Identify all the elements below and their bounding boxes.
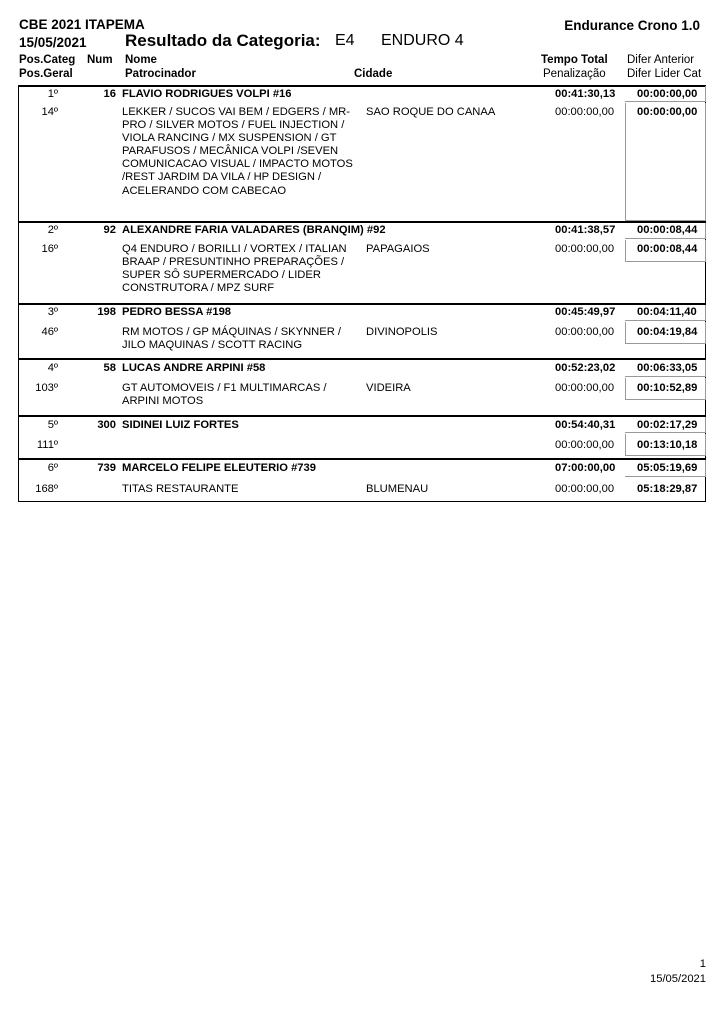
pos-categ: 1º <box>47 88 58 100</box>
competitor-name: MARCELO FELIPE ELEUTERIO #739 <box>122 462 316 474</box>
col-pos-geral: Pos.Geral <box>19 68 73 80</box>
competitor-name: LUCAS ANDRE ARPINI #58 <box>122 362 266 374</box>
cell-box <box>625 378 706 400</box>
report-date: 15/05/2021 <box>19 35 87 50</box>
col-cidade: Cidade <box>354 68 393 80</box>
difer-anterior: 00:04:11,40 <box>637 306 697 318</box>
penalizacao: 00:00:00,00 <box>555 439 615 451</box>
difer-anterior: 00:00:08,44 <box>637 224 698 236</box>
cell-box <box>625 240 706 262</box>
sponsor-text: Q4 ENDURO / BORILLI / VORTEX / ITALIAN BRAAP / PRESUNTINHO PREPARAÇÕES / SUPER SÔ SUPERMERCADO / LIDER CONSTRUTORA / MPZ SURF <box>122 243 347 295</box>
row-separator <box>18 221 706 223</box>
difer-lider: 00:13:10,18 <box>637 439 698 451</box>
difer-lider: 00:00:00,00 <box>637 106 698 118</box>
cell-box <box>625 434 706 456</box>
competitor-number: 198 <box>97 306 116 318</box>
competitor-name: SIDINEI LUIZ FORTES <box>122 419 239 431</box>
difer-lider: 00:10:52,89 <box>637 382 698 394</box>
penalizacao: 00:00:00,00 <box>555 243 615 255</box>
sponsor-text: LEKKER / SUCOS VAI BEM / EDGERS / MR-PRO / SILVER MOTOS / FUEL INJECTION / VIOLA RANCING / MX SUSPENSION / GT PARAFUSOS / MECÂNICA VOLPI /SEVEN COMUNICACAO VISUAL / IMPACTO MOTOS /REST JARDIM DA VILA / HP DESIGN / ACELERANDO COM CABECAO <box>122 106 353 197</box>
competitor-number: 739 <box>97 462 116 474</box>
tempo-total: 00:41:38,57 <box>555 224 616 236</box>
sponsor-text: GT AUTOMOVEIS / F1 MULTIMARCAS / ARPINI MOTOS <box>122 382 327 408</box>
sponsor-text: TITAS RESTAURANTE <box>122 483 239 495</box>
competitor-number: 58 <box>103 362 116 374</box>
difer-anterior: 00:02:17,29 <box>637 419 698 431</box>
table-top-rule <box>18 85 706 87</box>
row-separator <box>18 303 706 305</box>
tempo-total: 07:00:00,00 <box>555 462 616 474</box>
city: SAO ROQUE DO CANAA <box>366 106 496 118</box>
pos-categ: 4º <box>47 362 58 374</box>
pos-geral: 168º <box>35 483 58 495</box>
result-label: Resultado da Categoria: <box>125 31 321 50</box>
row-separator <box>18 358 706 360</box>
category-name: ENDURO 4 <box>381 32 464 49</box>
competitor-name: PEDRO BESSA #198 <box>122 306 232 318</box>
competitor-name: ALEXANDRE FARIA VALADARES (BRANQIM) #92 <box>122 224 386 236</box>
difer-anterior: 00:06:33,05 <box>637 362 698 374</box>
cell-box <box>625 360 706 377</box>
penalizacao: 00:00:00,00 <box>555 382 615 394</box>
cell-box <box>625 417 706 433</box>
pos-geral: 103º <box>35 382 58 394</box>
sponsor-text: RM MOTOS / GP MÁQUINAS / SKYNNER / JILO MAQUINAS / SCOTT RACING <box>122 326 342 352</box>
pos-geral: 111º <box>36 439 58 451</box>
difer-anterior: 05:05:19,69 <box>637 462 698 474</box>
pos-categ: 6º <box>47 462 58 474</box>
difer-anterior: 00:00:00,00 <box>637 88 698 100</box>
col-nome: Nome <box>125 54 157 66</box>
pos-categ: 5º <box>47 419 58 431</box>
tempo-total: 00:54:40,31 <box>555 419 616 431</box>
penalizacao: 00:00:00,00 <box>555 106 615 118</box>
col-tempo-total: Tempo Total <box>541 54 608 66</box>
competitor-number: 16 <box>103 88 116 100</box>
tempo-total: 00:52:23,02 <box>555 362 616 374</box>
pos-geral: 46º <box>41 326 58 338</box>
cell-box <box>625 223 706 239</box>
page-number: 1 <box>699 958 706 970</box>
col-difer-anterior: Difer Anterior <box>627 54 695 66</box>
pos-geral: 16º <box>41 243 58 255</box>
tempo-total: 00:45:49,97 <box>555 306 616 318</box>
competitor-number: 92 <box>103 224 116 236</box>
difer-lider: 00:04:19,84 <box>637 326 698 338</box>
difer-lider: 00:00:08,44 <box>637 243 698 255</box>
city: BLUMENAU <box>366 483 429 495</box>
penalizacao: 00:00:00,00 <box>555 326 615 338</box>
competitor-name: FLAVIO RODRIGUES VOLPI #16 <box>122 88 292 100</box>
col-difer-lider-cat: Difer Lider Cat <box>627 68 702 80</box>
footer-date: 15/05/2021 <box>650 973 706 985</box>
row-separator <box>18 458 706 460</box>
city: PAPAGAIOS <box>366 243 430 255</box>
col-patrocinador: Patrocinador <box>125 68 196 80</box>
competitor-number: 300 <box>97 419 116 431</box>
event-title: CBE 2021 ITAPEMA <box>19 17 145 32</box>
city: DIVINOPOLIS <box>366 326 438 338</box>
pos-categ: 3º <box>47 306 58 318</box>
col-num: Num <box>87 54 113 66</box>
difer-lider: 05:18:29,87 <box>637 483 698 495</box>
cell-box <box>625 103 706 221</box>
cell-box <box>625 305 706 321</box>
software-name: Endurance Crono 1.0 <box>564 18 700 33</box>
category-code: E4 <box>335 32 355 49</box>
row-separator <box>18 415 706 417</box>
penalizacao: 00:00:00,00 <box>555 483 615 495</box>
cell-box <box>625 86 706 102</box>
col-penalizacao: Penalização <box>543 68 606 80</box>
cell-box <box>625 460 706 477</box>
pos-geral: 14º <box>41 106 58 118</box>
col-pos-categ: Pos.Categ <box>19 54 76 66</box>
city: VIDEIRA <box>366 382 411 394</box>
pos-categ: 2º <box>47 224 58 236</box>
tempo-total: 00:41:30,13 <box>555 88 616 100</box>
cell-box <box>625 322 706 344</box>
